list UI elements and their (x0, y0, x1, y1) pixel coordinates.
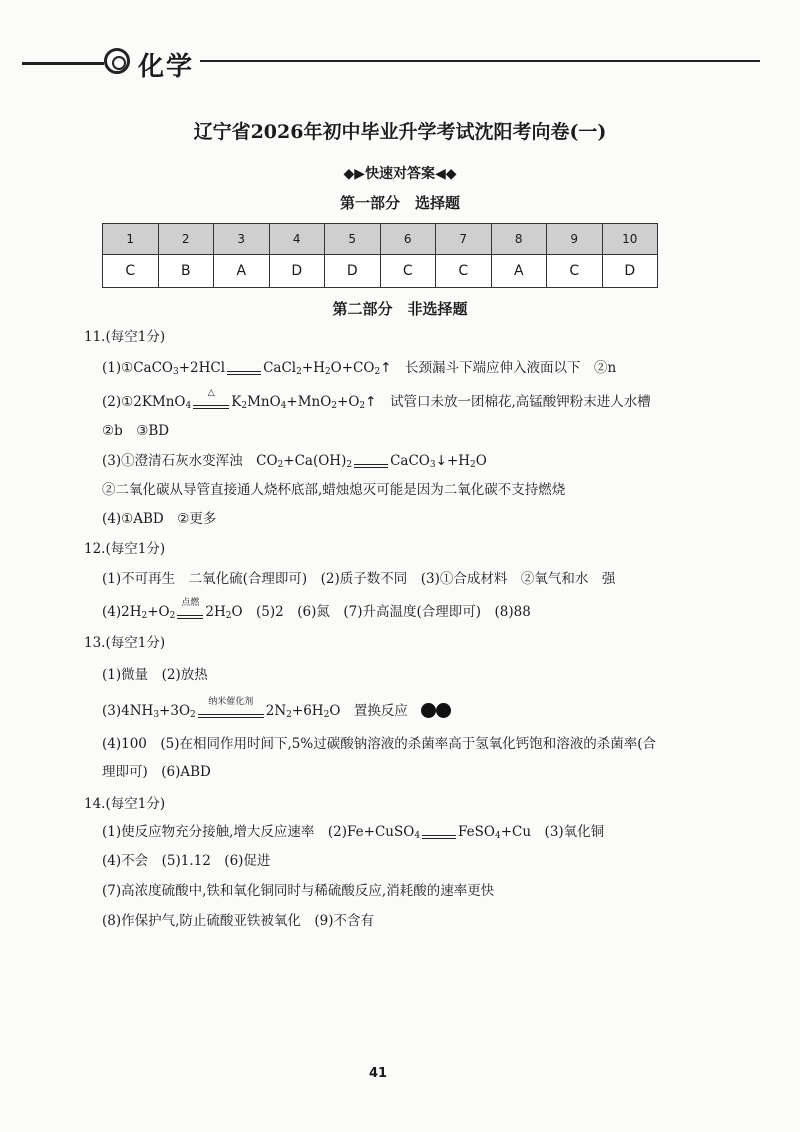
subscript: 4 (280, 401, 287, 411)
question-number: 4 (269, 224, 325, 255)
question-number: 8 (491, 224, 547, 255)
text: 2N (265, 703, 287, 719)
q12-line-2 (102, 598, 531, 625)
subscript: 3 (173, 367, 179, 377)
gas-arrow: ↑ (380, 360, 392, 376)
subscript: 2 (277, 460, 284, 470)
question-number: 7 (436, 224, 492, 255)
answer-value: A (491, 255, 547, 288)
q11-line-4 (102, 452, 487, 474)
q13-line-3: (4)100 (5)在相同作用时间下,5%过碳酸钠溶液的杀菌率高于氢氧化钙饱和溶液的杀菌率(合 (102, 736, 656, 752)
question-number: 1 (103, 224, 159, 255)
q13-line-2 (102, 697, 451, 724)
q11-line-6: (4)①ABD ②更多 (102, 511, 217, 527)
text: FeSO (458, 824, 495, 840)
equals-sign (354, 459, 388, 468)
subscript: 2 (359, 401, 366, 411)
answer-value: D (602, 255, 658, 288)
document-title: 辽宁省2026年初中毕业升学考试沈阳考向卷(一) (193, 121, 607, 143)
q14-heading: 14.(每空1分) (84, 796, 166, 812)
question-number: 3 (214, 224, 270, 255)
question-number: 5 (325, 224, 381, 255)
q14-line-3: (7)高浓度硫酸中,铁和氧化铜同时与稀硫酸反应,消耗酸的速率更快 (102, 883, 495, 899)
text: +O (337, 394, 360, 410)
answer-table (102, 223, 658, 288)
precipitate-arrow: ↓ (435, 453, 447, 469)
text: 长颈漏斗下端应伸入液面以下 ②n (405, 360, 617, 376)
subscript: 2 (141, 611, 148, 621)
chemistry-logo-icon (104, 48, 130, 74)
question-number: 6 (380, 224, 436, 255)
gas-arrow: ↑ (365, 394, 377, 410)
answer-value: B (158, 255, 214, 288)
header-rule-left (22, 62, 104, 65)
subscript: 2 (323, 710, 330, 720)
subscript: 2 (331, 401, 338, 411)
text: O (475, 453, 487, 469)
subscript: 2 (190, 710, 196, 720)
page-number: 41 (368, 1066, 388, 1081)
text: 2H (205, 604, 226, 620)
text: K (231, 394, 242, 410)
q14-line-4: (8)作保护气,防止硫酸亚铁被氧化 (9)不含有 (102, 913, 375, 929)
text: 试管口未放一团棉花,高锰酸钾粉末进人水槽 (389, 394, 651, 410)
mark-dot-icon (436, 703, 451, 718)
q13-line-1: (1)微量 (2)放热 (102, 667, 208, 683)
condition-label: 纳米催化剂 (208, 697, 254, 707)
q12-line-1: (1)不可再生 二氧化硫(合理即可) (2)质子数不同 (3)①合成材料 ②氧气和水 强 (102, 571, 616, 587)
ignite-condition (177, 598, 203, 619)
subscript: 2 (296, 367, 302, 377)
text: +6H (291, 703, 324, 719)
q11-line-3: ②b ③BD (102, 423, 170, 439)
subscript: 4 (494, 831, 501, 841)
q14-line-1 (102, 823, 604, 845)
header-rule-right (200, 60, 760, 62)
text: +H (301, 360, 325, 376)
text: +H (446, 453, 470, 469)
answer-value: C (380, 255, 436, 288)
text: +3O (159, 703, 191, 719)
page-header (0, 0, 800, 90)
answer-value: D (325, 255, 381, 288)
part1-heading: 第一部分 选择题 (339, 194, 460, 212)
answer-value: C (436, 255, 492, 288)
subscript: 2 (470, 460, 476, 470)
subscript: 4 (185, 401, 192, 411)
q12-heading: 12.(每空1分) (84, 541, 166, 557)
question-number: 10 (602, 224, 658, 255)
equals-sign (422, 830, 456, 839)
text: MnO (247, 394, 281, 410)
text: O 置换反应 (329, 703, 408, 719)
equals-sign (227, 366, 261, 375)
q13-heading: 13.(每空1分) (84, 635, 166, 651)
subscript: 2 (346, 460, 353, 470)
text: +O (147, 604, 170, 620)
subscript: 2 (225, 611, 232, 621)
answer-value: C (547, 255, 603, 288)
subscript: 3 (153, 710, 160, 720)
condition-label: △ (207, 388, 215, 398)
mark-dot-icon (421, 703, 436, 718)
subscript: 2 (286, 710, 292, 720)
subscript: 2 (374, 367, 381, 377)
text: +2HCl (178, 360, 226, 376)
text: (1)使反应物充分接触,增大反应速率 (2)Fe+CuSO (102, 824, 415, 840)
question-number: 2 (158, 224, 214, 255)
text: +Cu (3)氧化铜 (500, 824, 605, 840)
heat-condition (193, 388, 229, 409)
q14-line-2: (4)不会 (5)1.12 (6)促进 (102, 853, 271, 869)
text: +Ca(OH) (283, 453, 347, 469)
answer-value: D (269, 255, 325, 288)
text: (4)2H (102, 604, 142, 620)
text: (3)4NH (102, 703, 154, 719)
q11-line-2 (102, 388, 651, 415)
q11-line-5: ②二氧化碳从导管直接通人烧杯底部,蜡烛熄灭可能是因为二氧化碳不支持燃烧 (102, 482, 566, 498)
text: O (5)2 (6)氮 (7)升高温度(合理即可) (8)88 (231, 604, 531, 620)
part2-heading: 第二部分 非选择题 (332, 300, 468, 318)
q11-heading: 11.(每空1分) (84, 329, 166, 345)
text: (3)①澄清石灰水变浑浊 CO (102, 453, 278, 469)
text: (2)①2KMnO (102, 394, 186, 410)
answer-value: A (214, 255, 270, 288)
text: O+CO (330, 360, 375, 376)
subscript: 2 (324, 367, 331, 377)
subscript: 4 (414, 831, 421, 841)
answer-table-header-row (103, 224, 658, 255)
q11-line-1 (102, 359, 616, 381)
subscript: 2 (169, 611, 176, 621)
answer-value: C (103, 255, 159, 288)
text: +MnO (286, 394, 332, 410)
question-number: 9 (547, 224, 603, 255)
catalyst-condition (198, 697, 264, 718)
subscript: 3 (429, 460, 436, 470)
q13-line-4: 理即可) (6)ABD (102, 764, 211, 780)
subject-label: 化学 (138, 52, 195, 82)
quick-answers-heading: ◆▶快速对答案◀◆ (343, 166, 457, 182)
condition-label: 点燃 (181, 598, 200, 608)
text: CaCO (390, 453, 430, 469)
answer-table-values-row (103, 255, 658, 288)
text: (1)①CaCO (102, 360, 174, 376)
subscript: 2 (241, 401, 248, 411)
text: CaCl (263, 360, 297, 376)
